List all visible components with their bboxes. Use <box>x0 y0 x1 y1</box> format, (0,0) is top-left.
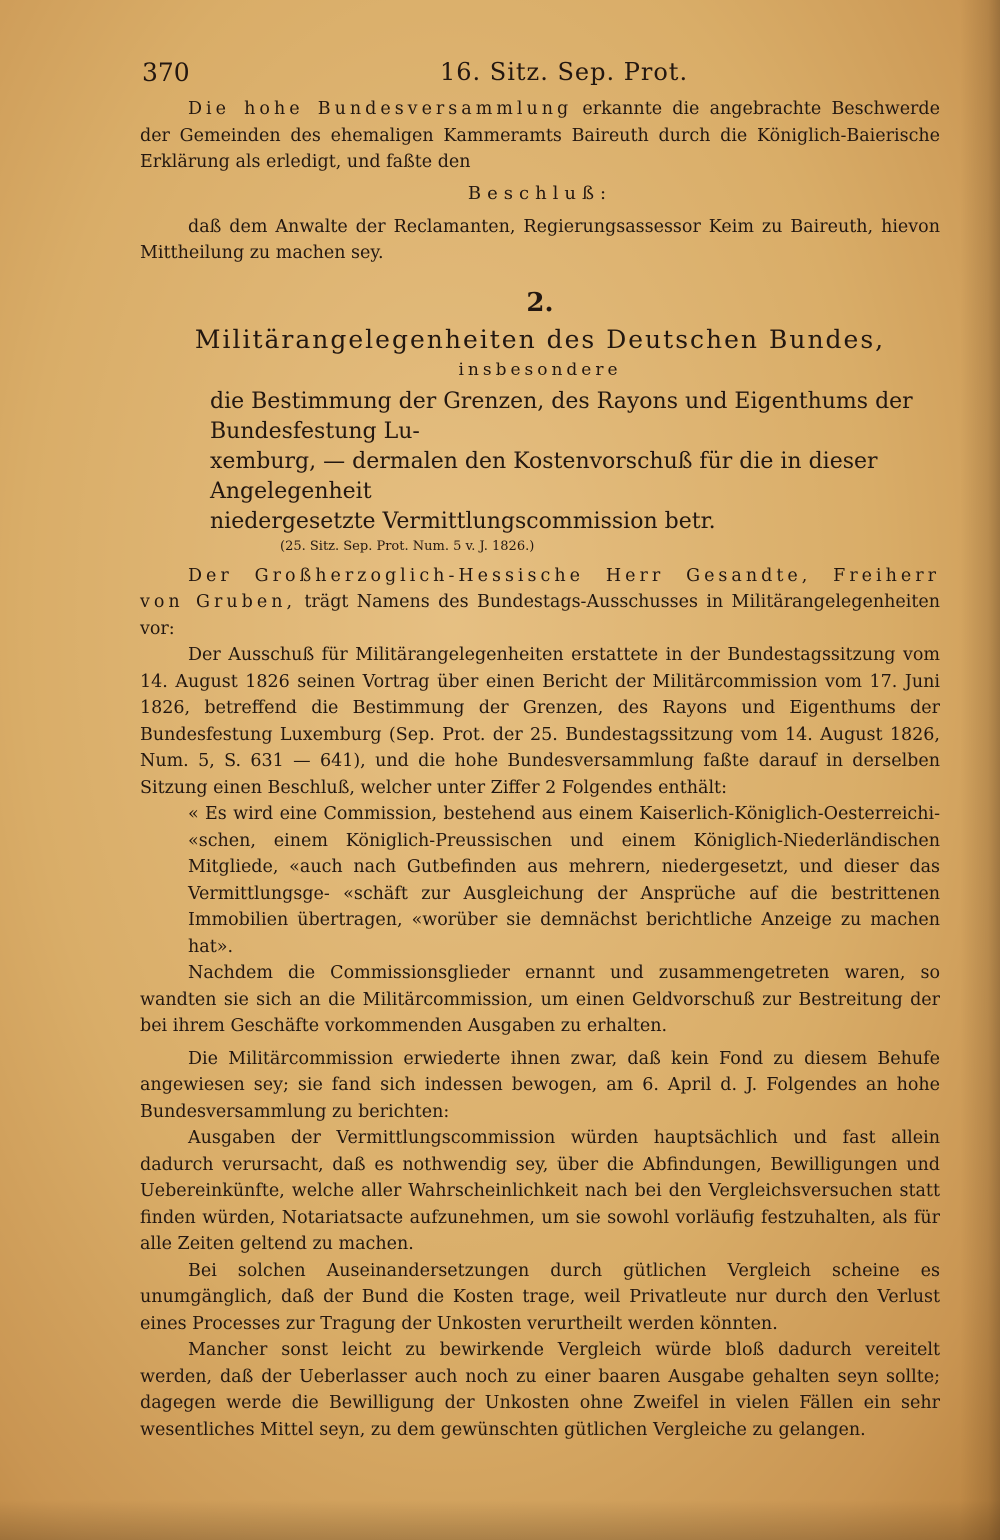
envoy-name: Der Großherzoglich-Hessische Herr Gesandte, Freiherr von Gruben, <box>140 565 940 612</box>
resolution-text: daß dem Anwalte der Reclamanten, Regierungsassessor Keim zu Baireuth, hievon Mittheilung zu machen sey. <box>140 216 940 263</box>
body-paragraph-1 <box>140 563 940 643</box>
section-detail-line: niedergesetzte Vermittlungscommission betr. <box>210 508 716 534</box>
section-detail-line: xemburg, — dermalen den Kostenvorschuß für die in dieser Angelegenheit <box>210 448 878 504</box>
running-title: 16. Sitz. Sep. Prot. <box>440 58 689 86</box>
intro-lead: Die hohe Bundesversammlung <box>188 99 573 119</box>
page-text <box>140 56 940 1443</box>
intro-paragraph <box>140 96 940 176</box>
protocol-reference: (25. Sitz. Sep. Prot. Num. 5 v. J. 1826.) <box>280 538 535 554</box>
page-bottom-shadow <box>0 1500 1000 1540</box>
body-paragraph-1-rest: trägt Namens des Bundestags-Ausschusses in Militärangelegenheiten vor: <box>140 592 940 639</box>
section-detail-line: die Bestimmung der Grenzen, des Rayons und Eigenthums der Bundesfestung Lu- <box>210 388 913 444</box>
body-paragraph-2: Der Ausschuß für Militärangelegenheiten erstattete in der Bundestagssitzung vom 14. August 1826 seinen Vortrag über einen Bericht der Militärcommission vom 17. Juni 1826, betreffend die Bestimmung der Grenzen, des Rayons und Eigenthums der Bundesfestung Luxemburg (Sep. Prot. der 25. Bundestagssitzung vom 14. August 1826, Num. 5, S. 631 — 641), und die hohe Bundesversammlung faßte darauf in derselben Sitzung einen Beschluß, welcher unter Ziffer 2 Folgendes enthält: <box>140 645 940 798</box>
intro-rest: erkannte die angebrachte Beschwerde der Gemeinden des ehemaligen Kammeramts Baireuth durch die Königlich-Baierische Erklärung als erledigt, und faßte den <box>140 99 940 172</box>
quoted-resolution: « Es wird eine Commission, bestehend aus einem Kaiserlich-Königlich-Oesterreichi- «schen, einem Königlich-Preussischen und einem Königlich-Niederländischen Mitgliede, «auch nach Gutbefinden aus mehrern, niedergesetzt, und dieser das Vermittlungsge- «schäft zur Ausgleichung der Ansprüche auf die bestrittenen Immobilien übertragen, «worüber sie demnächst berichtliche Anzeige zu machen hat». <box>188 804 940 957</box>
body-paragraph-5: Ausgaben der Vermittlungscommission würden hauptsächlich und fast allein dadurch verursacht, daß es nothwendig sey, über die Abfindungen, Bewilligungen und Uebereinkünfte, welche aller Wahrscheinlichkeit nach bei den Vergleichsversuchen statt finden würden, Notariatsacte aufzunehmen, um sie sowohl vorläufig festzuhalten, als für alle Zeiten geltend zu machen. <box>140 1128 940 1254</box>
section-subtitle: insbesondere <box>458 359 622 380</box>
section-title: Militärangelegenheiten des Deutschen Bundes, <box>194 324 886 354</box>
section-detail <box>140 387 940 537</box>
page-number: 370 <box>142 58 190 87</box>
page-header <box>140 56 940 96</box>
section-number: 2. <box>526 287 554 318</box>
page-edge-shadow <box>960 0 1000 1540</box>
body-paragraph-7: Mancher sonst leicht zu bewirkende Vergleich würde bloß dadurch vereitelt werden, daß der Ueberlasser auch noch zu einer baaren Ausgabe gehalten seyn sollte; dagegen werde die Bewilligung der Unkosten ohne Zweifel in vielen Fällen ein sehr wesentliches Mittel seyn, zu dem gewünschten gütlichen Vergleiche zu gelangen. <box>140 1340 940 1440</box>
resolution-title: Beschluß: <box>467 182 613 204</box>
body-paragraph-4: Die Militärcommission erwiederte ihnen zwar, daß kein Fond zu diesem Behufe angewiesen sey; sie fand sich indessen bewogen, am 6. April d. J. Folgendes an hohe Bundesversammlung zu berichten: <box>140 1048 940 1122</box>
body-paragraph-6: Bei solchen Auseinandersetzungen durch gütlichen Vergleich scheine es unumgänglich, daß der Bund die Kosten trage, weil Privatleute nur durch den Verlust eines Processes zur Tragung der Unkosten verurtheilt werden könnten. <box>140 1260 940 1334</box>
body-paragraph-3: Nachdem die Commissionsglieder ernannt und zusammengetreten waren, so wandten sie sich an die Militärcommission, um einen Geldvorschuß zur Bestreitung der bei ihrem Geschäfte vorkommenden Ausgaben zu erhalten. <box>140 963 940 1036</box>
